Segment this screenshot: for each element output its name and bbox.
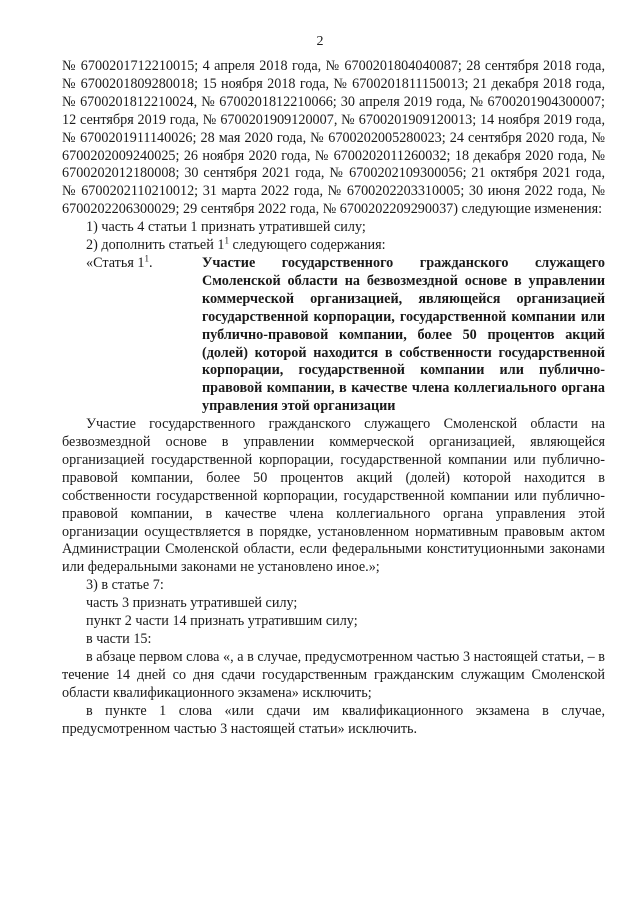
document-body: [62, 58, 605, 738]
item-2: [62, 237, 605, 255]
article-label-sup: 1: [144, 253, 150, 264]
item-2-prefix: 2) дополнить статьей 1: [86, 237, 225, 254]
item-1: 1) часть 4 статьи 1 признать утратившей силу;: [86, 219, 366, 236]
intro-paragraph: № 6700201712210015; 4 апреля 2018 года, № 6700201804040087; 28 сентября 2018 года, № 6700201809280018; 15 ноября 2018 года, № 6700201811150013; 21 декабря 2018 года, № 6700201812210024, № 6700201812210066; 30 апреля 2019 года, № 6700201904300007; 12 сентября 2019 года, № 6700201909120007, № 6700201909120013; 14 ноября 2019 года, № 6700201911140026; 28 мая 2020 года, № 6700202005280023; 24 сентября 2020 года, № 6700202009240025; 26 ноября 2020 года, № 6700202011260032; 18 декабря 2020 года, № 6700202012180008; 30 сентября 2021 года, № 6700202109300056; 21 октября 2021 года, № 6700202110210012; 31 марта 2022 года, № 6700202203310005; 30 июня 2022 года, № 6700202206300029; 29 сентября 2022 года, № 6700202209290037) следующие изменения:: [62, 58, 605, 218]
page-number: 2: [316, 34, 324, 49]
article-label: «Статья $1^1$.: [86, 253, 153, 271]
item-3-point-1: в пункте 1 слова «или сдачи им квалификационного экзамена в случае, предусмотренном частью 3 настоящей статьи» исключить.: [62, 702, 605, 737]
item-2-sup: 1: [224, 235, 229, 246]
article-body: Участие государственного гражданского служащего Смоленской области на безвозмездной основе в управлении коммерческой организацией, являющейся организацией государственной корпорации, государственной компании или публично-правовой компании, более 50 процентов акций (долей) которой находится в собственности государственной корпорации, государственной компании или публично-правовой компании, в качестве члена коллегиального органа управления этой организации осуществляется в порядке, установленном нормативным правовым актом Администрации Смоленской области, если федеральными конституционными законами или федеральными законами не установлено иное.»;: [62, 416, 605, 576]
item-3-paragraph-first: в абзаце первом слова «, а в случае, предусмотренном частью 3 настоящей статьи, – в течение 14 дней со дня сдачи государственным гражданским служащим Смоленской области квалификационного экзамена» исключить;: [62, 648, 605, 701]
item-2-suffix: следующего содержания:: [228, 237, 386, 254]
item-3-part-3: часть 3 признать утратившей силу;: [86, 595, 298, 612]
item-3-part-15: в части 15:: [86, 631, 152, 647]
item-3: 3) в статье 7:: [86, 577, 164, 594]
article-heading: [62, 255, 605, 416]
article-title: Участие государственного гражданского служащего Смоленской области на безвозмездной основе в управлении коммерческой организацией, являющейся организацией государственной корпорации, государственной компании или публично-правовой компании, более 50 процентов акций (долей) которой находится в собственности государственной корпорации, государственной компании или публично-правовой компании, в качестве члена коллегиального органа управления этой организации: [202, 254, 605, 415]
item-3-part-14: пункт 2 части 14 признать утратившим силу;: [86, 613, 358, 630]
